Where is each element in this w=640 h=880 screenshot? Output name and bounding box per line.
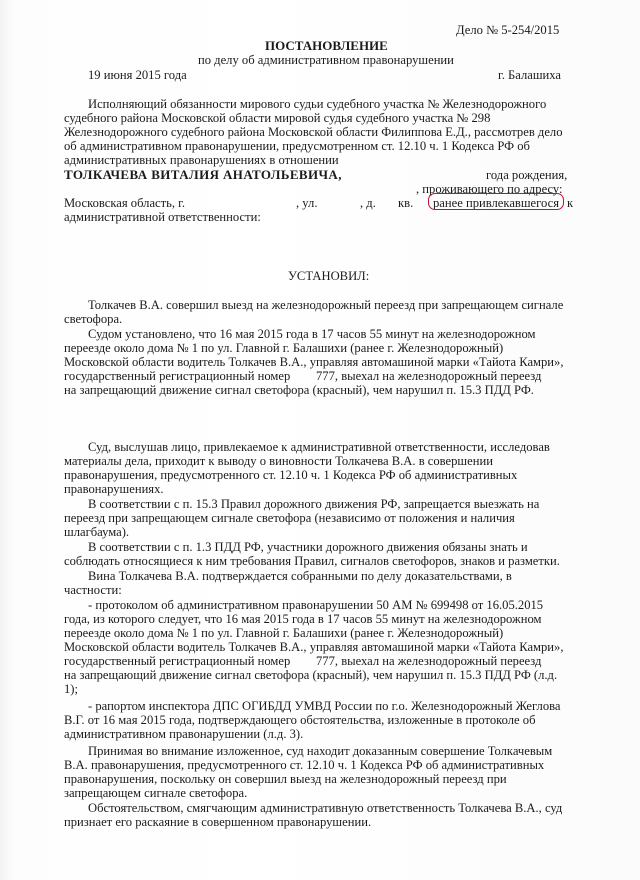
paragraph-line: на запрещающий движение сигнал светофора (красный), чем нарушил п. 15.3 ПДД РФ.: [64, 383, 534, 397]
paragraph-line: Вина Толкачева В.А. подтверждается собранными по делу доказательствами, в: [88, 569, 512, 583]
paragraph-line: В соответствии с п. 1.3 ПДД РФ, участники дорожного движения обязаны знать и: [88, 540, 528, 554]
paragraph-line: соблюдать относящиеся к ним требования Правил, сигналов светофоров, знаков и разметки.: [64, 554, 560, 568]
paragraph-line: светофора.: [64, 312, 123, 326]
red-highlight-oval: [428, 193, 564, 210]
address-street: , ул.: [296, 196, 318, 210]
paragraph-line: 1);: [64, 682, 78, 696]
decision-date: 19 июня 2015 года: [88, 68, 187, 82]
previously-liable-text: ранее привлекавшегося: [433, 196, 559, 210]
paragraph-line: - протоколом об административном правонарушении 50 АМ № 699498 от 16.05.2015: [88, 598, 544, 612]
decision-city: г. Балашиха: [498, 68, 562, 82]
paragraph-line: Судом установлено, что 16 мая 2015 года в 17 часов 55 минут на железнодорожном: [88, 327, 536, 341]
paragraph-line: государственный регистрационный номер: [64, 369, 291, 383]
intro-line: Исполняющий обязанности мирового судьи судебного участка № Железнодорожного: [88, 97, 547, 111]
paragraph-line: Суд, выслушав лицо, привлекаемое к административной ответственности, исследовав: [88, 440, 550, 454]
paragraph-line: В.А. правонарушения, предусмотренного ст. 12.10 ч. 1 Кодекса РФ об административных: [64, 758, 545, 772]
paragraph-line: Московской области водитель Толкачев В.А., управляя автомашиной марки «Тайота Камри»,: [64, 640, 564, 654]
paragraph-line: на запрещающий движение сигнал светофора (красный), чем нарушил п. 15.3 ПДД РФ (л.д.: [64, 668, 558, 682]
paragraph-line: В соответствии с п. 15.3 Правил дорожного движения РФ, запрещается выезжать на: [88, 497, 540, 511]
residing-label: , проживающего по адресу:: [416, 182, 563, 196]
intro-line: об административном правонарушении, предусмотренном ст. 12.10 ч. 1 Кодекса РФ об: [64, 139, 530, 153]
paragraph-line: Обстоятельством, смягчающим административную ответственность Толкачева В.А., суд: [88, 801, 563, 815]
paragraph-line: правонарушениях.: [64, 482, 164, 496]
paragraph-line: переезде около дома № 1 по ул. Главной г. Балашихи (ранее г. Железнодорожный): [64, 626, 504, 640]
paragraph-line: частности:: [64, 583, 122, 597]
case-number: Дело № 5-254/2015: [456, 23, 560, 37]
intro-line: административных правонарушениях в отношении: [64, 153, 339, 167]
paragraph-line: Толкачев В.А. совершил выезд на железнодорожный переезд при запрещающем сигнале: [88, 298, 564, 312]
established-heading: УСТАНОВИЛ:: [288, 269, 370, 283]
intro-line: Железнодорожного судебного района Московской области Филиппова Е.Д., рассмотрев дело: [64, 125, 563, 139]
paragraph-line: переезд при запрещающем сигнале светофора (независимо от положения и наличия: [64, 511, 515, 525]
address-house: , д.: [360, 196, 376, 210]
paragraph-line: государственный регистрационный номер: [64, 654, 291, 668]
scan-shadow: [0, 0, 14, 880]
paragraph-line: материалы дела, приходит к выводу о виновности Толкачева В.А. в совершении: [64, 454, 493, 468]
paragraph-line: года, из которого следует, что 16 мая 2015 года в 17 часов 55 минут на железнодорожном: [64, 612, 542, 626]
birth-year-label: года рождения,: [486, 168, 568, 182]
paragraph-line: Принимая во внимание изложенное, суд находит доказанным совершение Толкачевым: [88, 744, 553, 758]
paragraph-line: 777, выехал на железнодорожный переезд: [316, 654, 542, 668]
paragraph-line: - рапортом инспектора ДПС ОГИБДД УМВД России по г.о. Железнодорожный Жеглова: [88, 699, 561, 713]
intro-line: судебного района Московской области мировой судья судебного участка № 298: [64, 111, 491, 125]
paragraph-line: Московской области водитель Толкачев В.А., управляя автомашиной марки «Тайота Камри»,: [64, 355, 564, 369]
paragraph-line: переезде около дома № 1 по ул. Главной г. Балашихи (ранее г. Железнодорожный): [64, 341, 504, 355]
paragraph-line: запрещающем сигнале светофора.: [64, 786, 248, 800]
paragraph-line: признает его раскаяние в совершенном правонарушении.: [64, 815, 372, 829]
document-title: ПОСТАНОВЛЕНИЕ: [265, 38, 388, 53]
document-subtitle: по делу об административном правонарушении: [198, 53, 454, 67]
paragraph-line: правонарушения, предусмотренного ст. 12.10 ч. 1 Кодекса РФ об административных: [64, 468, 518, 482]
paragraph-line: шлагбаума).: [64, 525, 130, 539]
address-apartment: кв.: [398, 196, 414, 210]
paragraph-line: 777, выехал на железнодорожный переезд: [316, 369, 542, 383]
defendant-name: ТОЛКАЧЕВА ВИТАЛИЯ АНАТОЛЬЕВИЧА,: [64, 167, 342, 182]
paragraph-line: административном правонарушении (л.д. 3).: [64, 727, 304, 741]
previously-k: к: [567, 196, 574, 210]
paragraph-line: В.Г. от 16 мая 2015 года, подтверждающего обстоятельства, изложенные в протоколе об: [64, 713, 536, 727]
liability-label: административной ответственности:: [64, 210, 261, 224]
paragraph-line: правонарушения, поскольку он совершил выезд на железнодорожный переезд при: [64, 772, 507, 786]
address-region: Московская область, г.: [64, 196, 186, 210]
